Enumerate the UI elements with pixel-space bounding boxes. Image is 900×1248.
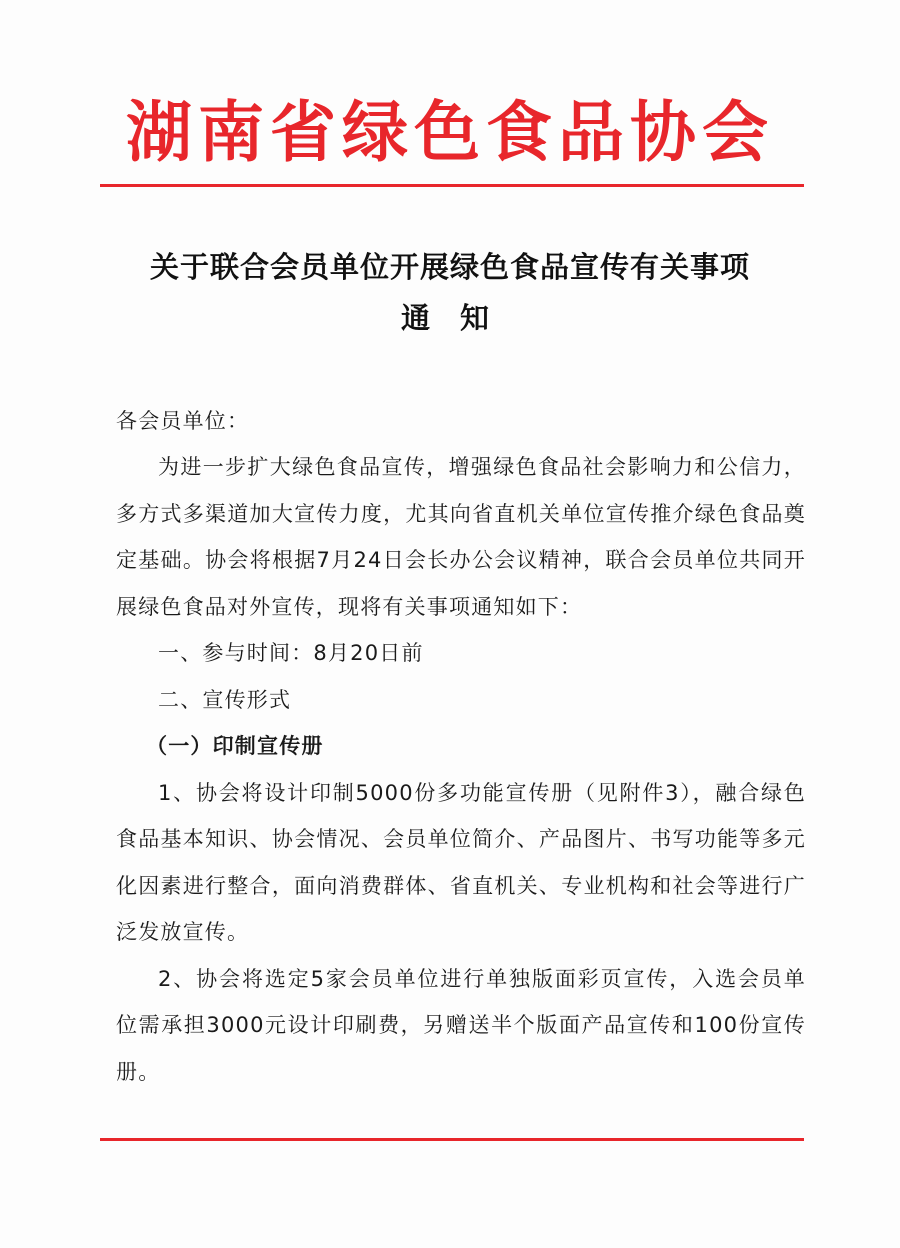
subsection-print-brochure: （一）印制宣传册 xyxy=(146,733,324,758)
letterhead-org-name: 湖南省绿色食品协会 xyxy=(126,93,774,171)
section-participation-time: 一、参与时间：8月20日前 xyxy=(158,641,424,665)
intro-paragraph: 为进一步扩大绿色食品宣传，增强绿色食品社会影响力和公信力，多方式多渠道加大宣传力度，尤其向省直机关单位宣传推介绿色食品奠定基础。协会将根据7月24日会长办公会议精神，联合会员单位共同开展绿色食品对外宣传，现将有关事项通知如下： xyxy=(116,455,806,619)
notice-title-line1: 关于联合会员单位开展绿色食品宣传有关事项 xyxy=(149,250,750,284)
notice-title-line2: 通 知 xyxy=(400,301,500,335)
item-brochure-design: 1、协会将设计印制5000份多功能宣传册（见附件3），融合绿色食品基本知识、协会情况、会员单位简介、产品图片、书写功能等多元化因素进行整合，面向消费群体、省直机关、专业机构和社会等进行广泛发放宣传。 xyxy=(116,780,806,944)
footer-red-rule xyxy=(100,1138,804,1141)
section-publicity-form: 二、宣传形式 xyxy=(158,687,292,712)
salutation: 各会员单位： xyxy=(116,409,250,433)
letterhead-red-rule xyxy=(100,184,804,187)
document-body xyxy=(116,444,806,1095)
item-member-pages: 2、协会将选定5家会员单位进行单独版面彩页宣传，入选会员单位需承担3000元设计印刷费，另赠送半个版面产品宣传和100份宣传册。 xyxy=(116,966,806,1084)
